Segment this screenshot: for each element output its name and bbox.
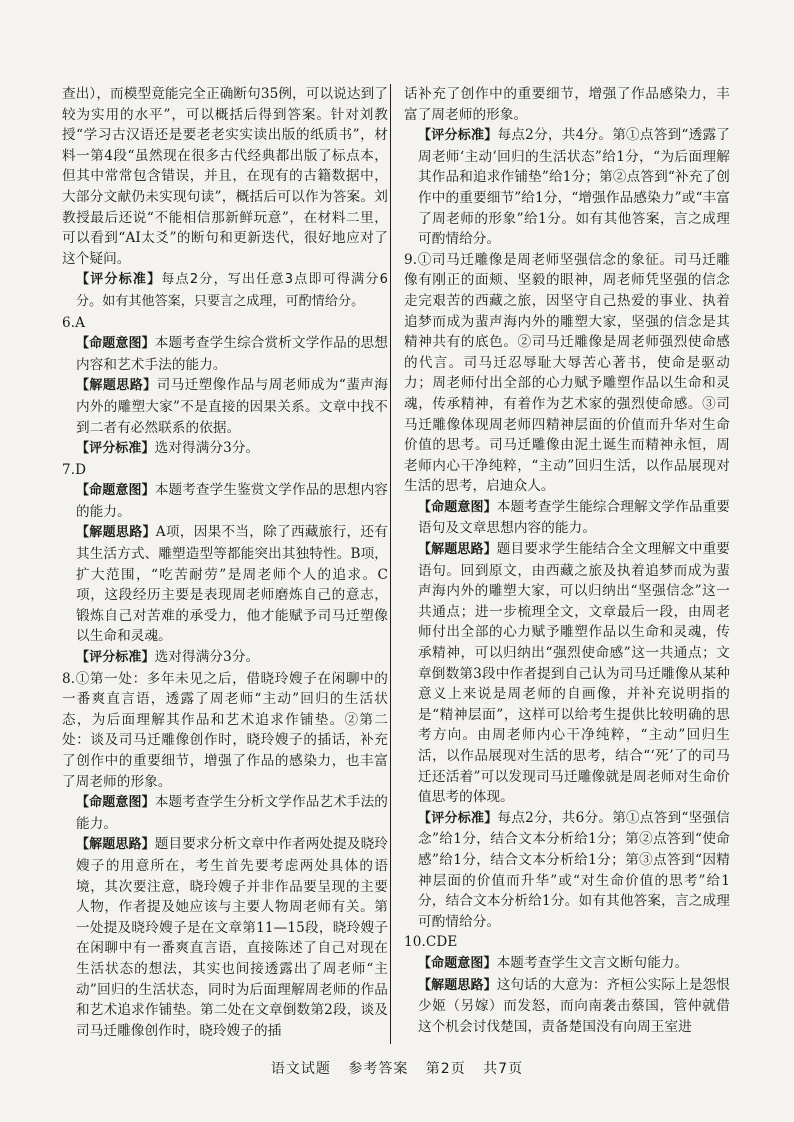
idea-tag: 【解题思路】 [418,977,497,993]
q6-intent [62,333,388,375]
q8-answer-text: ①第一处：多年未见之后，借晓玲嫂子在闲聊中的一番爽直言语，透露了周老师“主动”回归的生活状态，为后面理解其作品和艺术追求作铺垫。②第二处：谈及司马迁雕像创作时，晓玲嫂子的插话，补充了创作中的重要细节，增强了作品的感染力，也丰富了周老师的形象。 [62,670,388,790]
page-footer [0,1058,794,1078]
scoring-text: 每点2分，共6分。第①点答到“坚强信念”给1分，结合文本分析给1分；第②点答到“使命感”给1分，结合文本分析给1分；第③点答到“因精神层面的价值而升华”或“对生命价值的思考”给1分，结合文本分析给1分。如有其他答案，言之成理可酌情给分。 [418,809,730,930]
scoring-tag: 【评分标准】 [76,441,155,457]
idea-text: 题目要求学生能结合全文理解文中重要语句。回到原文，由西藏之旅及执着追梦而成为蜚声海内外的雕塑大家，可以归纳出“坚强信念”这一共通点；进一步梳理全文，文章最后一段，由周老师付出全部的心力赋予雕塑作品以生命和灵魂，传承精神，可以归纳出“强烈使命感”这一共通点；文章倒数第3段中作者提到自己认为司马迁雕像从某种意义上来说是周老师的自画像，并补充说明指的是“精神层面”，这样可以给考生提供比较明确的思考方向。由周老师内心干净纯粹，“主动”回归生活，以作品展现对生活的思考，结合“‘死’了的司马迁还活着”可以发现司马迁雕像就是周老师对生命价值思考的体现。 [418,541,730,806]
idea-tag: 【解题思路】 [418,542,497,558]
q6-answer: 6.A [62,314,86,331]
intent-text: 本题考查学生分析文学作品艺术手法的能力。 [76,794,388,832]
footer-page: 第2页 [425,1061,466,1077]
footer-type: 参考答案 [348,1061,409,1077]
q8-scoring [404,125,730,250]
scoring-tag: 【评分标准】 [418,810,498,826]
scoring-tag: 【评分标准】 [76,650,155,666]
q7-answer: 7.D [62,461,87,478]
q7-intent [62,480,388,522]
q8-intent [62,792,388,834]
q8-number: 8. [62,670,76,687]
intent-text: 本题考查学生文言文断句能力。 [496,954,689,971]
idea-text: 司马迁塑像作品与周老师成为“蜚声海内外的雕塑大家”不是直接的因果关系。文章中找不到二者有必然联系的依据。 [76,377,388,436]
intent-tag: 【命题意图】 [76,336,155,352]
q5-scoring [62,269,388,312]
intent-tag: 【命题意图】 [418,955,497,971]
scoring-text: 选对得满分3分。 [154,440,260,457]
intent-tag: 【命题意图】 [76,795,155,811]
left-column [62,84,388,1041]
right-column [404,84,730,1037]
q7-scoring [62,647,388,669]
scoring-tag: 【评分标准】 [418,128,498,144]
intent-text: 本题考查学生能综合理解文学作品重要语句及文章思想内容的能力。 [418,498,730,537]
paragraph-q8-tail: 话补充了创作中的重要细节，增强了作品感染力，丰富了周老师的形象。 [404,86,730,123]
q9-idea [404,539,730,808]
q9-answer-text: ①司马迁雕像是周老师坚强信念的象征。司马迁雕像有刚正的面颊、坚毅的眼神，周老师凭坚强的信念走完艰苦的西藏之旅，因坚守自己热爱的事业、执着追梦而成为蜚声海内外的雕塑大家，坚强的信念是其精神共有的底色。②司马迁雕像是周老师强烈使命感的代言。司马迁忍辱耻大辱苦心著书，使命是驱动力；周老师付出全部的心力赋予雕塑作品以生命和灵魂，传承精神，有着作为艺术家的强烈使命感。③司马迁雕像体现周老师四精神层面的价值而升华对生命价值的思考。司马迁雕像由泥土诞生而精神永恒，周老师内心干净纯粹，“主动”回归生活，以作品展现对生活的思考，启迪众人。 [404,251,730,495]
idea-tag: 【解题思路】 [76,378,157,394]
intent-text: 本题考查学生鉴赏文学作品的思想内容的能力。 [76,482,388,520]
footer-subject: 语文试题 [270,1061,331,1077]
intent-text: 本题考查学生综合赏析文学作品的思想内容和艺术手法的能力。 [76,335,388,373]
scoring-text: 每点2分，共4分。第①点答到“透露了周老师‘主动’回归的生活状态”给1分，“为后面理解其作品和追求作铺垫”给1分；第②点答到“补充了创作中的重要细节”给1分，“增强作品感染力”或“丰富了周老师的形象”给1分。如有其他答案，言之成理可酌情给分。 [418,127,730,248]
q9-answer [404,250,730,497]
idea-text: 这句话的大意为：齐桓公实际上是怨恨少姬（另嫁）而发怒，而向南袭击蔡国，管仲就借这个机会讨伐楚国，责备楚国没有向周王室进 [418,976,730,1035]
column-divider [390,84,391,1044]
idea-tag: 【解题思路】 [76,837,155,853]
idea-text: A项，因果不当，除了西藏旅行，还有其生活方式、雕塑造型等都能突出其独特性。B项，扩大范围，“吃苦耐劳”是周老师个人的追求。C项，这段经历主要是表现周老师磨炼自己的意志，锻炼自己对苦难的承受力，他才能赋予司马迁塑像以生命和灵魂。 [76,524,388,645]
q10-answer: 10.CDE [404,934,458,951]
scoring-text: 选对得满分3分。 [154,649,260,666]
q10-intent [404,953,730,975]
q6-scoring [62,438,388,460]
intent-tag: 【命题意图】 [418,499,497,515]
footer-total: 共7页 [483,1061,524,1077]
q9-intent [404,497,730,539]
intent-tag: 【命题意图】 [76,483,155,499]
q9-scoring [404,808,730,933]
scoring-text: 每点2分，写出任意3点即可得满分6分。如有其他答案，只要言之成理，可酌情给分。 [76,272,388,309]
paragraph-q5-tail: 查出），而模型竟能完全正确断句35例，可以说达到了较为实用的水平”，可以概括后得到答案。针对刘教授“学习古汉语还是要老老实实读出版的纸质书”，材料一第4段“虽然现在很多古代经典都出版了标点本，但其中常常包含错误，并且，在现有的古籍数据中，大部分文献仍未实现句读”，概括后可以作为答案。刘教授最后还说“不能相信那新鲜玩意”，在材料二里，可以看到“AI太爻”的断句和更新迭代，很好地应对了这个疑问。 [62,86,388,267]
scoring-tag: 【评分标准】 [76,272,162,288]
q7-idea [62,522,388,647]
q8-answer [62,669,388,793]
q9-number: 9. [404,251,418,268]
q6-idea [62,375,388,438]
q10-idea [404,975,730,1038]
idea-tag: 【解题思路】 [76,525,156,541]
q8-idea [62,834,388,1041]
idea-text: 题目要求分析文章中作者两处提及晓玲嫂子的用意所在，考生首先要考虑两处具体的语境，其次要注意，晓玲嫂子并非作品要呈现的主要人物，作者提及她应该与主要人物周老师有关。第一处提及晓玲嫂子是在文章第11—15段，晓玲嫂子在闲聊中有一番爽直言语，直接陈述了自己对现在生活状态的想法，其实也间接透露出了周老师“主动”回归的生活状态，同时为后面理解周老师的作品和艺术追求作铺垫。第二处在文章倒数第2段，谈及司马迁雕像创作时，晓玲嫂子的插 [76,836,388,1039]
